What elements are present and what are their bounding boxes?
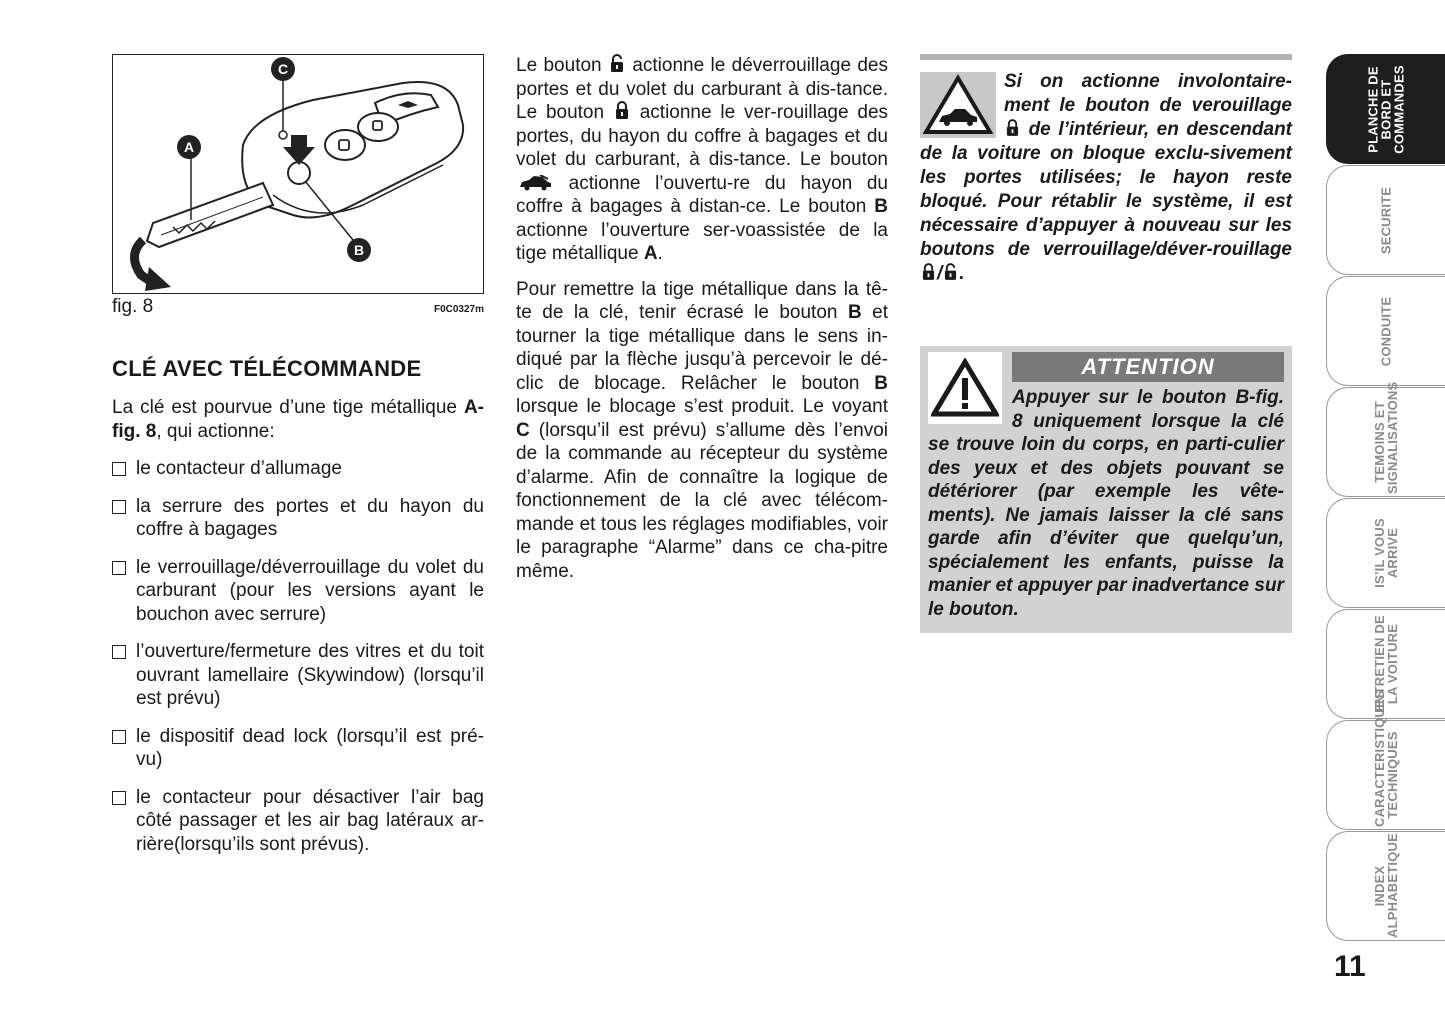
lock-icon — [615, 101, 629, 120]
list-item: le dispositif dead lock (lorsqu’il est pré-vu) — [112, 725, 484, 772]
list-item: le verrouillage/déverrouillage du volet du carburant (pour les versions ayant le bouchon avec serrure) — [112, 556, 484, 627]
chapter-tabs — [1326, 54, 1445, 942]
callout-c — [271, 57, 295, 81]
checkbox-bullet-icon — [112, 500, 126, 514]
tab-conduite[interactable]: CONDUITE — [1326, 276, 1445, 386]
unlock-icon — [610, 54, 624, 73]
lock-icon — [1006, 119, 1019, 137]
callout-b — [347, 238, 371, 262]
checkbox-bullet-icon — [112, 730, 126, 744]
middle-column — [516, 54, 888, 583]
buttons-paragraph: Le bouton actionne le déverrouillage des portes et du volet du carburant à dis-tance. Le bouton actionne le ver-rouillage des portes, du hayon du coffre à bagages et du volet du carburant, à dis-tance. Le bouton actionne l’ouvertu-re du hayon du coffre à bagages à distan-ce. Le bouton B actionne l’ouverture ser-voassistée de la tige métallique A. — [516, 55, 889, 264]
key-figure — [112, 54, 484, 294]
lock-icon — [922, 263, 935, 281]
tab-securite[interactable]: SECURITE — [1326, 165, 1445, 275]
left-column — [112, 54, 484, 870]
right-column — [920, 54, 1293, 620]
checkbox-bullet-icon — [112, 462, 126, 476]
tab-caracteristiques[interactable]: CARACTERISTIQUES TECHNIQUES — [1326, 720, 1445, 830]
tab-temoins[interactable]: TEMOINS ET SIGNALISATIONS — [1326, 387, 1445, 497]
warning-box — [920, 54, 1292, 286]
tab-planche-de-bord[interactable]: PLANCHE DE BORD ET COMMANDES — [1326, 54, 1445, 164]
list-item: le contacteur pour désactiver l’air bag côté passager et les air bag latéraux ar-rière(lorsqu’ils sont prévus). — [112, 786, 484, 857]
unlock-icon — [944, 263, 957, 281]
figure-caption — [112, 296, 484, 318]
car-trunk-icon — [518, 175, 552, 191]
intro-paragraph: La clé est pourvue d’une tige métallique A-fig. 8, qui actionne: — [112, 397, 484, 442]
checkbox-bullet-icon — [112, 645, 126, 659]
attention-text: Appuyer sur le bouton B-fig. 8 uniquement lorsque la clé se trouve loin du corps, en parti-culier des yeux et des objets pouvant se détériorer (par exemple les vête-ments). Ne jamais laisser la clé sans garde afin d’éviter que quelqu’un, spécialement les enfants, puisse la manier et appuyer par inadvertance sur le bouton. — [928, 387, 1284, 620]
page-number: 11 — [1334, 950, 1366, 983]
figure-label: fig. 8 — [112, 296, 154, 317]
attention-box — [920, 346, 1292, 633]
warning-triangle-icon — [928, 352, 1002, 424]
svg-text:B: B — [353, 242, 365, 258]
tab-entretien[interactable]: ENTRETIEN DE LA VOITURE — [1326, 609, 1445, 719]
svg-text:C: C — [277, 61, 289, 77]
svg-text:A: A — [183, 139, 195, 155]
section-title: CLÉ AVEC TÉLÉCOMMANDE — [112, 356, 422, 381]
checkbox-bullet-icon — [112, 561, 126, 575]
tab-sil-vous-arrive[interactable]: IS’IL VOUS ARRIVE — [1326, 498, 1445, 608]
feature-list — [112, 457, 484, 856]
warning-text: Si on actionne involontaire-ment le bouton de verouillage de l’intérieur, en descendant de la voiture on bloque exclu-sivement les portes utilisées; le hayon reste bloqué. Pour rétablir le système, il est nécessaire d’appuyer à nouveau sur les boutons de verrouillage/déver-rouillage / . — [920, 71, 1293, 284]
list-item: l’ouverture/fermeture des vitres et du toit ouvrant lamellaire (Skywindow) (lorsqu’il est prévu) — [112, 640, 484, 711]
blade-paragraph: Pour remettre la tige métallique dans la tê-te de la clé, tenir écrasé le bouton B et tourner la tige métallique dans le sens in-diqué par la flèche jusqu’à percevoir le dé-clic de blocage. Relâcher le bouton B lorsque le blocage s’est produit. Le voyant C (lorsqu’il est prévu) s’allume dès l’envoi de la commande au récepteur du système d’alarme. Afin de connaître la logique de fonctionnement de la clé avec télécom-mande et tous les réglages modifiables, voir le paragraphe “Alarme” dans ce cha-pitre même. — [516, 278, 889, 582]
attention-title: ATTENTION — [1012, 352, 1284, 382]
list-item: le contacteur d’allumage — [112, 457, 484, 481]
callout-a — [177, 135, 201, 159]
checkbox-bullet-icon — [112, 791, 126, 805]
remote-key-illustration — [113, 55, 483, 293]
car-warning-icon — [920, 72, 996, 138]
list-item: la serrure des portes et du hayon du coffre à bagages — [112, 495, 484, 542]
figure-code: F0C0327m — [433, 304, 484, 315]
tab-index[interactable]: INDEX ALPHABETIQUE — [1326, 831, 1445, 941]
